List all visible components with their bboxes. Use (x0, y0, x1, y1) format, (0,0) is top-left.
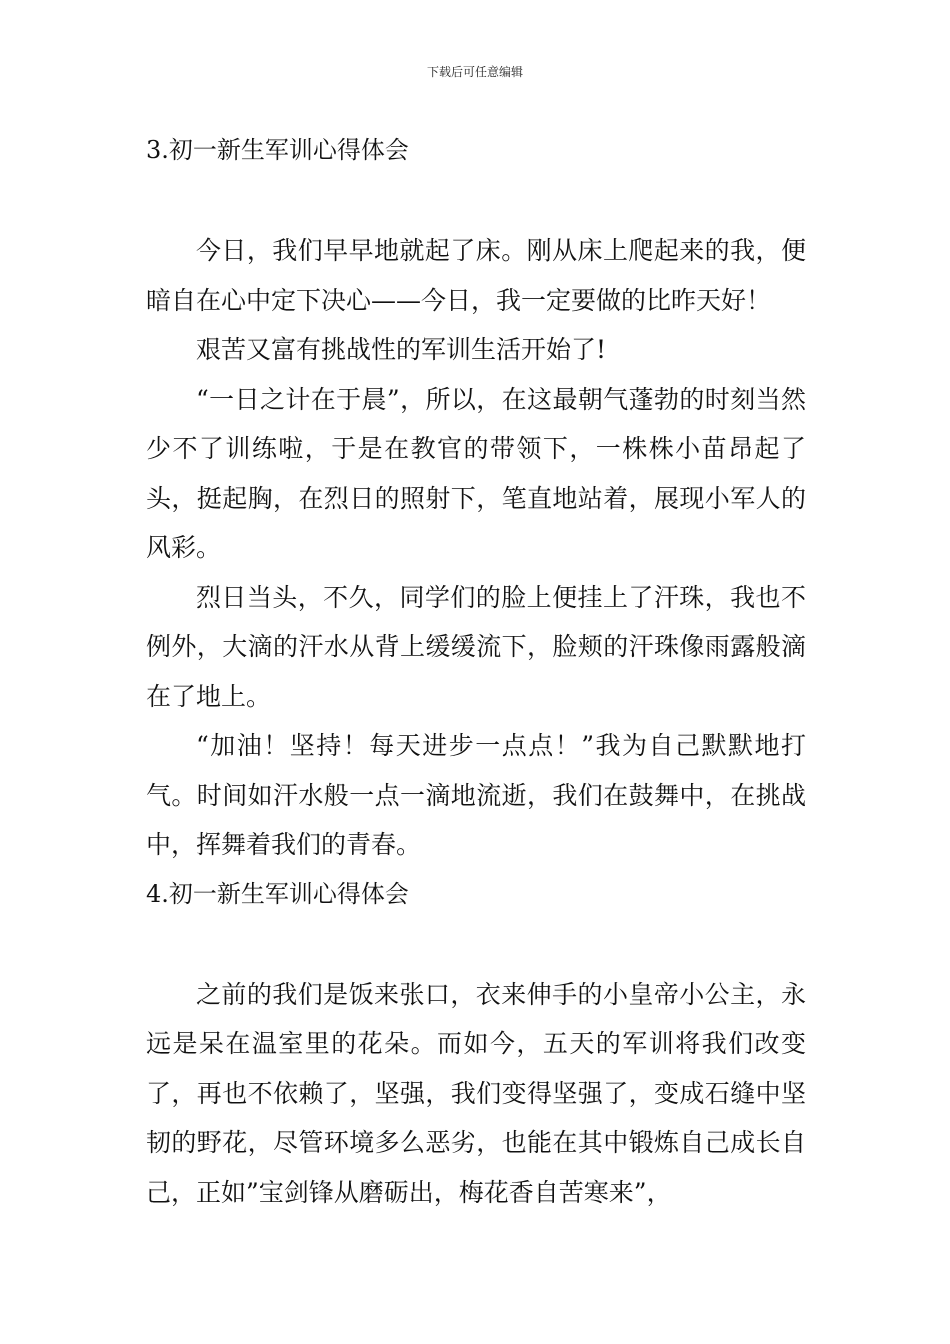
section-3-paragraph-5: “加油！坚持！每天进步一点点！”我为自己默默地打气。时间如汗水般一点一滴地流逝，我们在鼓舞中，在挑战中，挥舞着我们的青春。 (146, 731, 806, 859)
section-4-spacer (146, 918, 806, 970)
section-3-title: 3.初一新生军训心得体会 (146, 136, 409, 164)
section-3-paragraph-4: 烈日当头，不久，同学们的脸上便挂上了汗珠，我也不例外，大滴的汗水从背上缓缓流下，脸颊的汗珠像雨露般滴在了地上。 (146, 582, 806, 711)
section-4-paragraph-1: 之前的我们是饭来张口，衣来伸手的小皇帝小公主，永远是呆在温室里的花朵。而如今，五天的军训将我们改变了，再也不依赖了，坚强，我们变得坚强了，变成石缝中坚韧的野花，尽管环境多么恶劣，也能在其中锻炼自己成长自己，正如”宝剑锋从磨砺出，梅花香自苦寒来”， (146, 979, 806, 1207)
document-body (146, 126, 806, 1217)
section-3-paragraph-3: “一日之计在于晨”，所以，在这最朝气蓬勃的时刻当然少不了训练啦，于是在教官的带领下，一株株小苗昂起了头，挺起胸，在烈日的照射下，笔直地站着，展现小军人的风彩。 (146, 384, 806, 562)
section-4-title: 4.初一新生军训心得体会 (146, 879, 409, 908)
section-3-spacer (146, 174, 806, 226)
page-header-note: 下载后可任意编辑 (426, 65, 523, 79)
section-3-paragraph-1: 今日，我们早早地就起了床。刚从床上爬起来的我，便暗自在心中定下决心——今日，我一定要做的比昨天好！ (146, 236, 806, 315)
section-3-paragraph-2: 艰苦又富有挑战性的军训生活开始了! (196, 335, 607, 364)
